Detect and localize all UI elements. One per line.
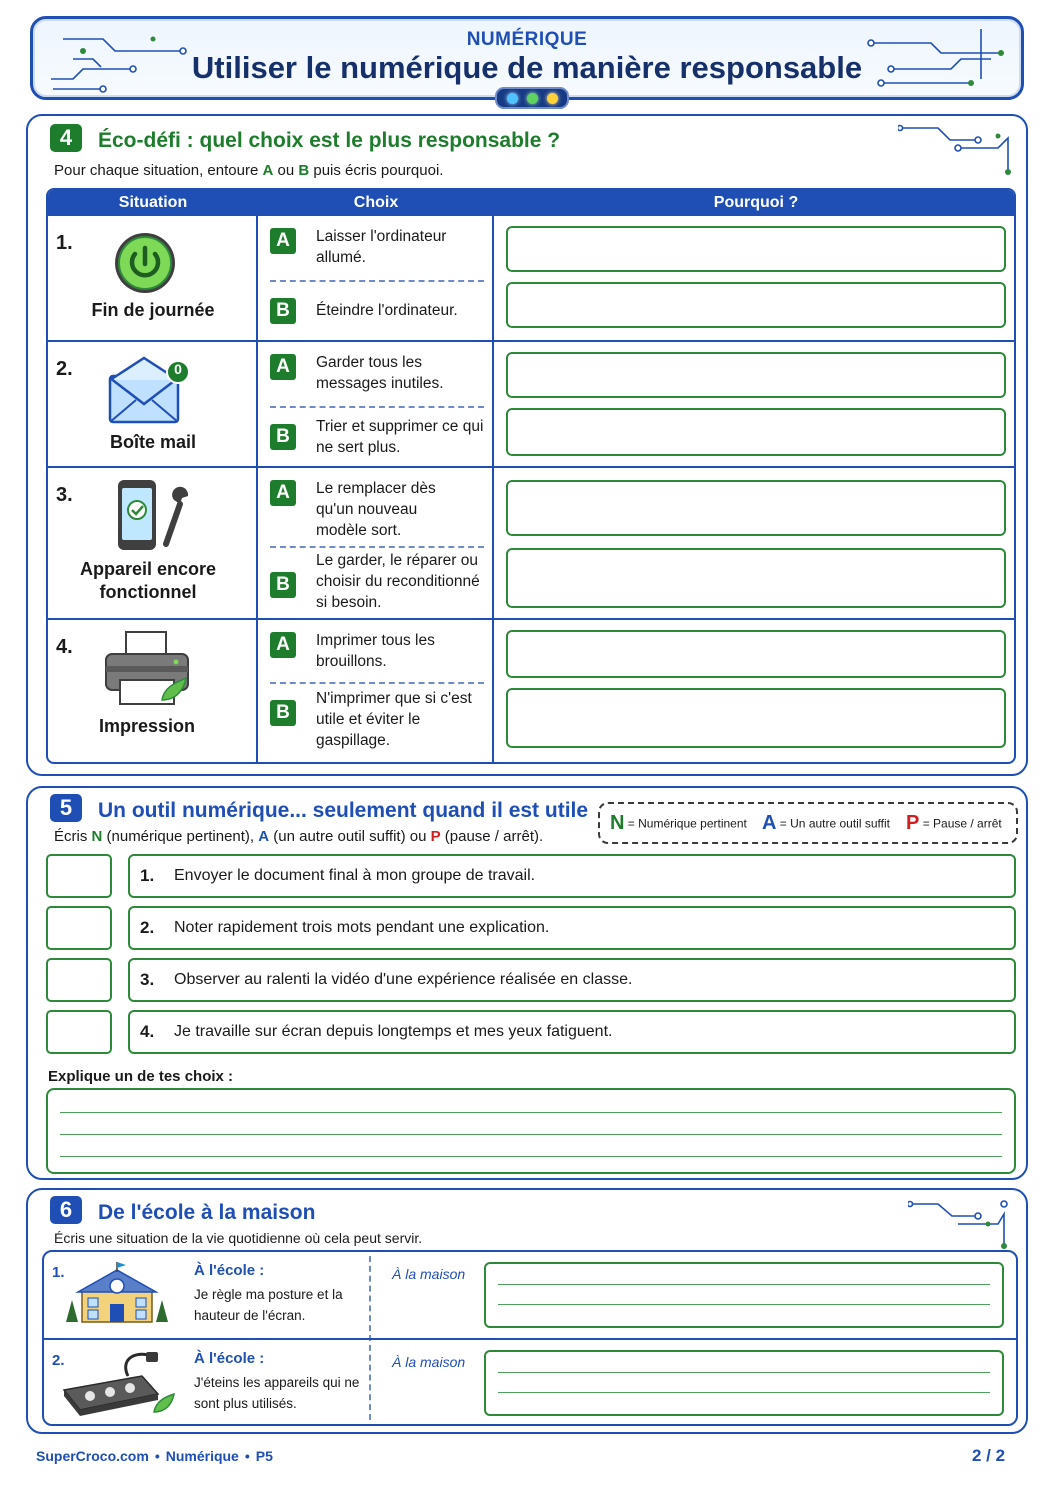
page-number: 2 / 2 [972,1446,1006,1465]
choice-text: Imprimer tous les brouillons. [316,632,435,670]
choice-a[interactable] [270,480,484,544]
table-row [44,1340,1016,1426]
choice-b[interactable] [270,298,484,328]
section-title: De l'école à la maison [98,1201,316,1224]
page-header [30,16,1024,100]
ecole-text: J'éteins les appareils qui ne sont plus utilisés. [194,1375,360,1411]
section-ecole-maison [26,1188,1028,1434]
section-instruction: Pour chaque situation, entoure A ou B puis écris pourquoi. [54,162,444,179]
row-number: 1. [56,232,73,254]
column-header: Choix [353,194,399,211]
led-yellow-icon [547,93,558,104]
legend-item: A = Un autre outil suffit [762,812,890,834]
choice-text: Garder tous les messages inutiles. [316,354,444,392]
subject-label: NUMÉRIQUE [466,29,588,50]
statement-item: 4. Je travaille sur écran depuis longtemps et mes yeux fatiguent. [128,1010,1016,1054]
choice-b[interactable] [270,418,484,462]
section-number-badge: 4 [50,124,82,152]
answer-box[interactable] [506,352,1006,398]
section-number-badge: 6 [50,1196,82,1224]
choice-text: Le remplacer dès qu'un nouveau modèle sort. [316,480,436,539]
answer-box[interactable] [506,226,1006,272]
ecole-maison-table [42,1250,1018,1426]
eco-choice-table [46,188,1016,764]
row-number: 1. [52,1264,65,1281]
choice-text: N'imprimer que si c'est utile et éviter le gaspillage. [316,690,472,749]
choice-text: Laisser l'ordinateur allumé. [316,228,447,266]
answer-box[interactable] [506,688,1006,748]
section-instruction: Écris une situation de la vie quotidienne où cela peut servir. [54,1230,423,1246]
circuit-decoration-icon [908,1194,1018,1250]
maison-label: À la maison [392,1354,466,1370]
answer-box[interactable] [506,408,1006,456]
led-green-icon [527,93,538,104]
section-eco-defi [26,114,1028,776]
letter-answer-box[interactable] [46,1010,112,1054]
answer-box[interactable] [506,630,1006,678]
printer-icon [102,630,194,710]
choice-letter: B [270,424,296,450]
table-row [48,342,1014,466]
ecole-title: À l'école : [194,1350,265,1367]
answer-box[interactable] [506,282,1006,328]
choice-b[interactable] [270,552,484,616]
school-building-icon [60,1260,172,1326]
section-title: Éco-défi : quel choix est le plus responsable ? [98,129,561,152]
power-button-icon [112,230,178,296]
explain-label: Explique un de tes choix : [48,1068,234,1085]
letter-answer-box[interactable] [46,906,112,950]
power-strip-icon [58,1346,176,1416]
choice-text: Trier et supprimer ce qui ne sert plus. [316,418,484,456]
letter-answer-box[interactable] [46,958,112,1002]
footer-subject: Numérique [165,1448,239,1464]
statement-item: 2. Noter rapidement trois mots pendant une explication. [128,906,1016,950]
circuit-decoration-icon [898,120,1018,180]
maison-answer-box[interactable] [484,1350,1004,1416]
maison-label: À la maison [392,1266,466,1282]
answer-box[interactable] [506,480,1006,536]
situation-label: Fin de journée [91,300,215,320]
choice-letter: A [270,632,296,658]
statement-item: 1. Envoyer le document final à mon groupe de travail. [128,854,1016,898]
legend-box [598,802,1018,844]
row-number: 2. [52,1352,65,1369]
situation-label: Boîte mail [109,432,197,452]
section-instruction: Écris N (numérique pertinent), A (un autre outil suffit) ou P (pause / arrêt). [54,828,544,845]
choice-letter: A [270,354,296,380]
phone-repair-icon [114,478,194,554]
maison-answer-box[interactable] [484,1262,1004,1328]
choice-letter: B [270,298,296,324]
answer-box[interactable] [506,548,1006,608]
choice-letter: B [270,700,296,726]
choice-letter: B [270,572,296,598]
choice-letter: A [270,228,296,254]
led-strip [495,87,569,109]
table-header [48,190,1014,216]
page-title: Utiliser le numérique de manière responsable [191,50,863,85]
mail-count-badge: 0 [174,361,182,377]
row-number: 2. [56,358,73,380]
choice-text: Le garder, le réparer ou choisir du reconditionné si besoin. [316,552,480,611]
footer: SuperCroco.com • Numérique • P5 [36,1448,273,1464]
choice-a[interactable] [270,228,484,276]
table-row [48,468,1014,618]
footer-level: P5 [255,1448,273,1464]
ecole-text: Je règle ma posture et la hauteur de l'écran. [194,1287,343,1323]
letter-answer-box[interactable] [46,854,112,898]
footer-site[interactable]: SuperCroco.com [36,1448,149,1464]
choice-text: Éteindre l'ordinateur. [316,302,458,319]
situation-label: Appareil encore fonctionnel [79,559,217,602]
column-header: Situation [118,194,188,211]
legend-item: P = Pause / arrêt [906,812,1002,834]
table-row [48,216,1014,340]
row-number: 4. [56,636,73,658]
explain-text-area[interactable] [46,1088,1016,1174]
choice-a[interactable] [270,632,484,678]
ecole-title: À l'école : [194,1262,265,1279]
choice-b[interactable] [270,690,484,754]
led-blue-icon [507,93,518,104]
section-outil-numerique [26,786,1028,1180]
row-number: 3. [56,484,73,506]
statement-item: 3. Observer au ralenti la vidéo d'une expérience réalisée en classe. [128,958,1016,1002]
table-row [48,620,1014,764]
legend-item: N = Numérique pertinent [610,812,747,834]
choice-a[interactable] [270,354,484,402]
situation-label: Impression [98,716,196,736]
section-title: Un outil numérique... seulement quand il est utile [98,799,589,822]
table-row [44,1252,1016,1338]
column-header: Pourquoi ? [713,194,799,211]
section-number-badge: 5 [50,794,82,822]
choice-letter: A [270,480,296,506]
